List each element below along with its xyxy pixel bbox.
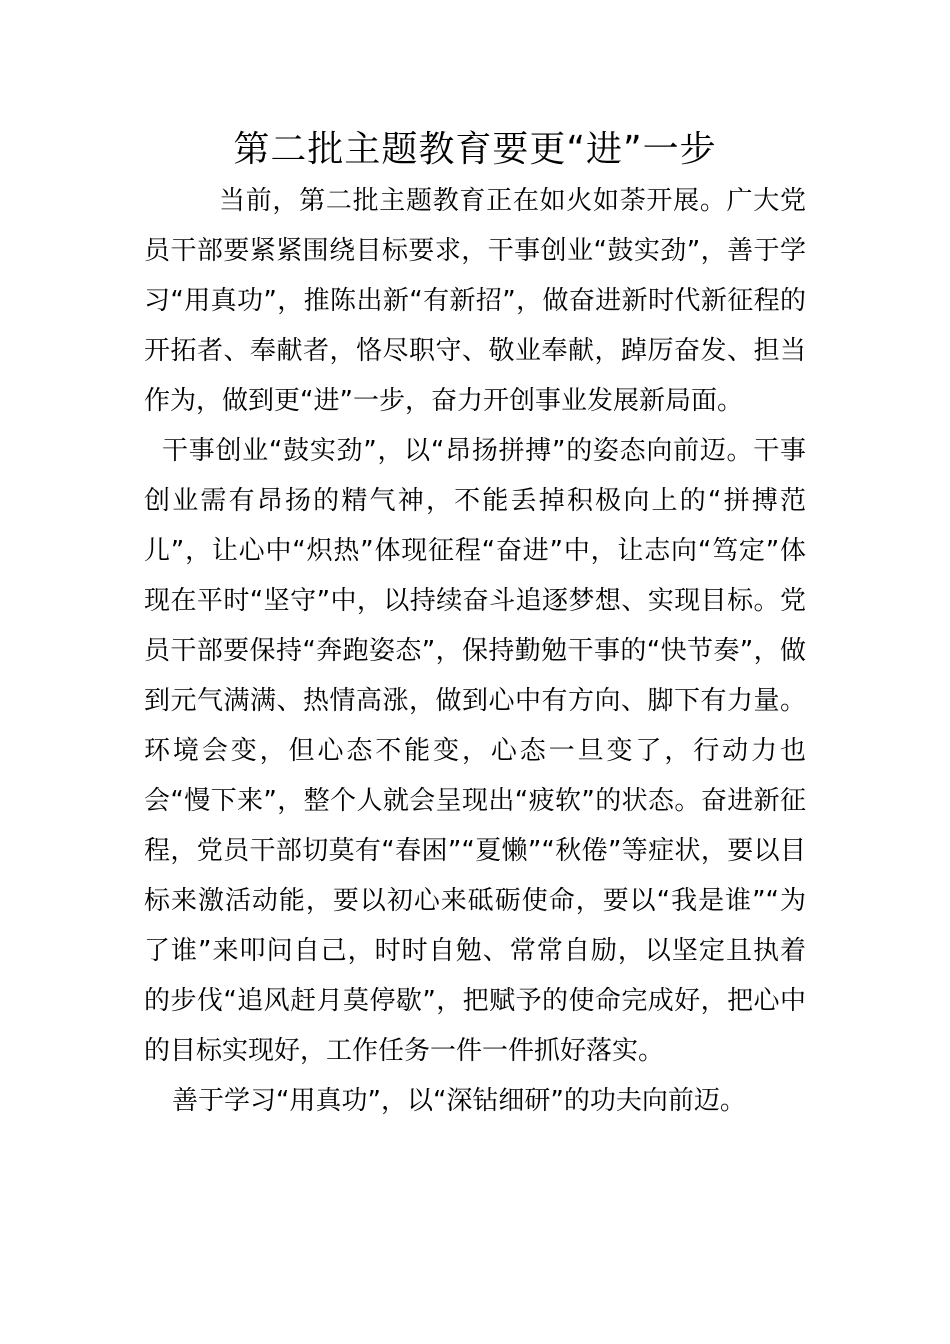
document-title: 第二批主题教育要更“进”一步 xyxy=(233,129,717,170)
document-body xyxy=(144,176,806,1126)
paragraph-study: 善于学习“用真功”，以“深钻细研”的功夫向前迈。 xyxy=(172,1086,746,1116)
paragraph-effort: 干事创业“鼓实劲”，以“昂扬拼搏”的姿态向前迈。干事创业需有昂扬的精气神，不能丢掉积极向上的“拼搏范儿”，让心中“炽热”体现征程“奋进”中，让志向“笃定”体现在平时“坚守”中，以持续奋斗追逐梦想、实现目标。党员干部要保持“奔跑姿态”，保持勤勉干事的“快节奏”，做到元气满满、热情高涨，做到心中有方向、脚下有力量。环境会变，但心态不能变，心态一旦变了，行动力也会“慢下来”，整个人就会呈现出“疲软”的状态。奋进新征程，党员干部切莫有“春困”“夏懒”“秋倦”等症状，要以目标来激活动能，要以初心来砥砺使命，要以“我是谁”“为了谁”来叩问自己，时时自勉、常常自励，以坚定且执着的步伐“追风赶月莫停歇”，把赋予的使命完成好，把心中的目标实现好，工作任务一件一件抓好落实。 xyxy=(144,436,806,1066)
paragraph-intro: 当前，第二批主题教育正在如火如荼开展。广大党员干部要紧紧围绕目标要求，干事创业“鼓实劲”，善于学习“用真功”，推陈出新“有新招”，做奋进新时代新征程的开拓者、奉献者，恪尽职守、敬业奉献，踔厉奋发、担当作为，做到更“进”一步，奋力开创事业发展新局面。 xyxy=(144,186,806,416)
